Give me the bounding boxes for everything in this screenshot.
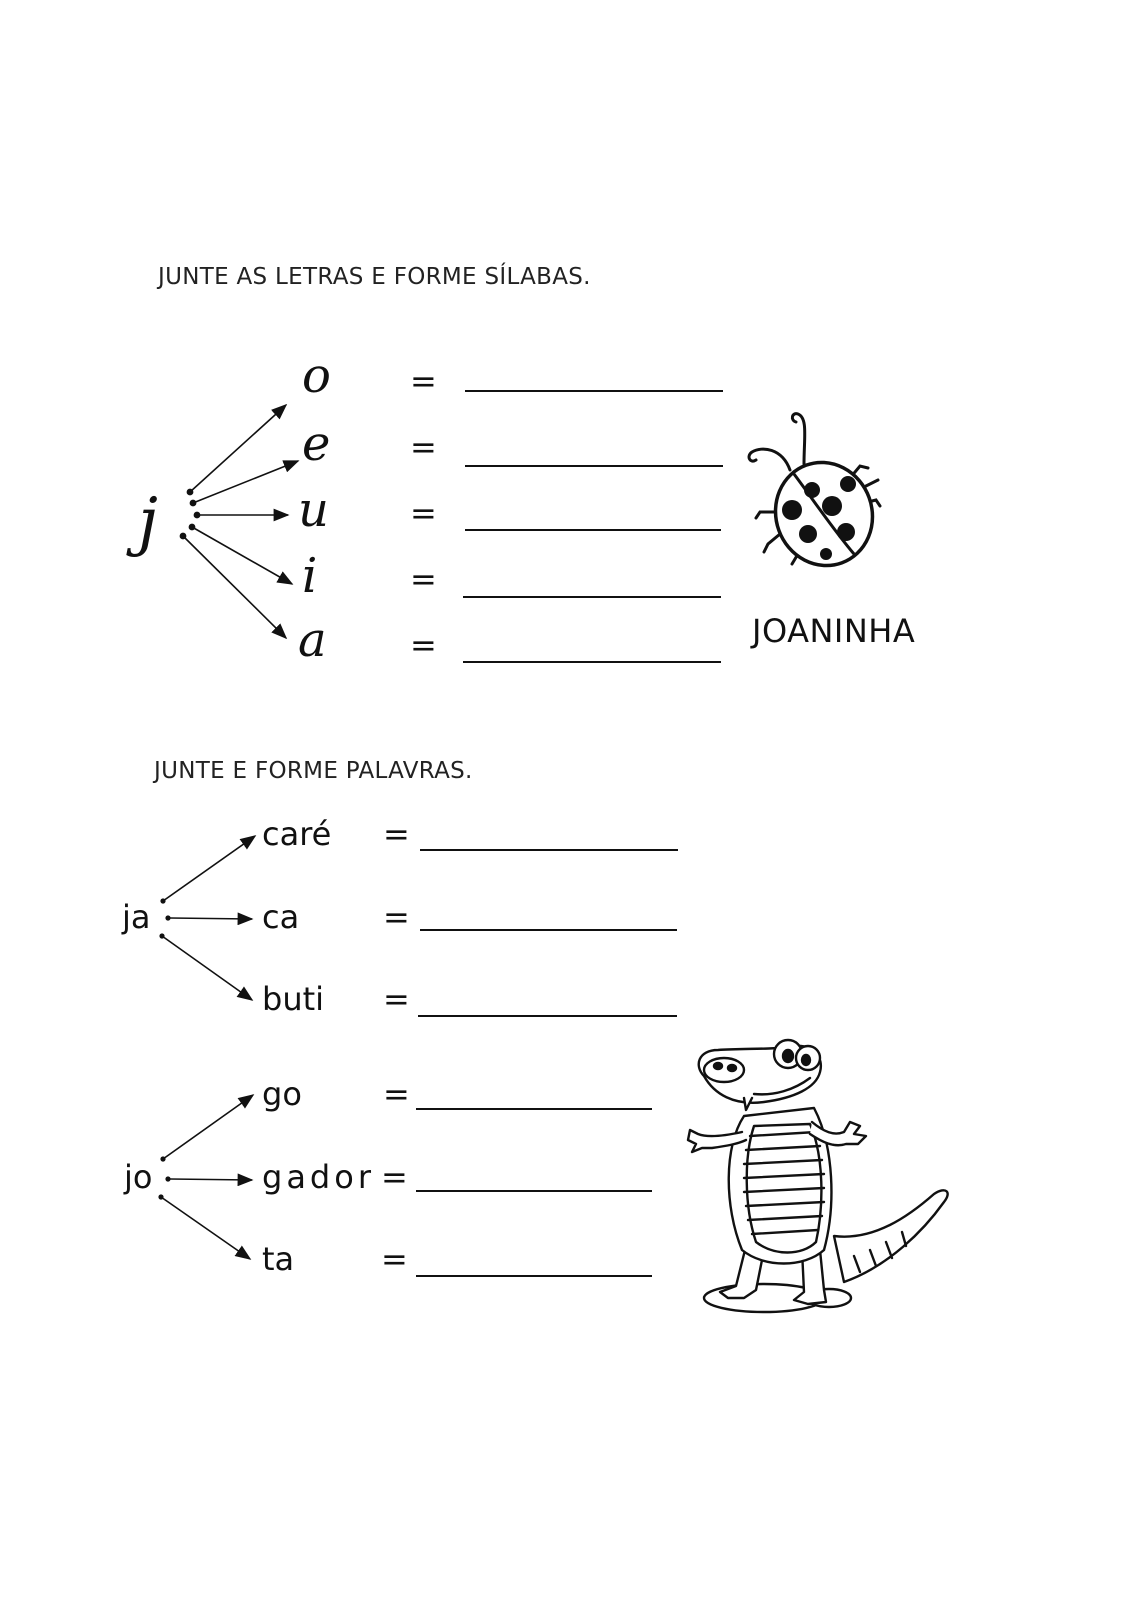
equals-sign: = <box>381 1240 408 1278</box>
ending-care: caré <box>262 815 332 853</box>
equals-sign: = <box>410 362 437 400</box>
vowel-a: a <box>298 612 327 668</box>
answer-line-jogo[interactable] <box>416 1108 652 1110</box>
equals-sign: = <box>383 1075 410 1113</box>
ending-ta: ta <box>262 1240 295 1278</box>
vowel-e: e <box>302 416 331 472</box>
equals-sign: = <box>383 980 410 1018</box>
answer-line-jogador[interactable] <box>416 1190 652 1192</box>
equals-sign: = <box>410 428 437 466</box>
vowel-u: u <box>298 482 329 538</box>
instruction-syllables: JUNTE AS LETRAS E FORME SÍLABAS. <box>158 264 591 290</box>
ending-ca: ca <box>262 898 300 936</box>
instruction-words: JUNTE E FORME PALAVRAS. <box>154 758 473 784</box>
root-letter-j: j <box>138 485 158 559</box>
answer-line-jabuti[interactable] <box>418 1015 677 1017</box>
vowel-o: o <box>302 348 331 404</box>
root-syllable-jo: jo <box>124 1158 153 1196</box>
equals-sign: = <box>410 560 437 598</box>
answer-line-jacare[interactable] <box>420 849 678 851</box>
equals-sign: = <box>410 626 437 664</box>
ladybug-caption: JOANINHA <box>752 612 916 650</box>
vowel-i: i <box>302 548 318 604</box>
alligator-icon <box>684 1036 954 1336</box>
root-syllable-ja: ja <box>122 898 151 936</box>
equals-sign: = <box>381 1158 408 1196</box>
ending-gador: gador <box>262 1158 375 1196</box>
equals-sign: = <box>383 815 410 853</box>
answer-line-jota[interactable] <box>416 1275 652 1277</box>
equals-sign: = <box>383 898 410 936</box>
ending-go: go <box>262 1075 302 1113</box>
ending-buti: buti <box>262 980 325 1018</box>
answer-line-jaca[interactable] <box>420 929 677 931</box>
equals-sign: = <box>410 494 437 532</box>
